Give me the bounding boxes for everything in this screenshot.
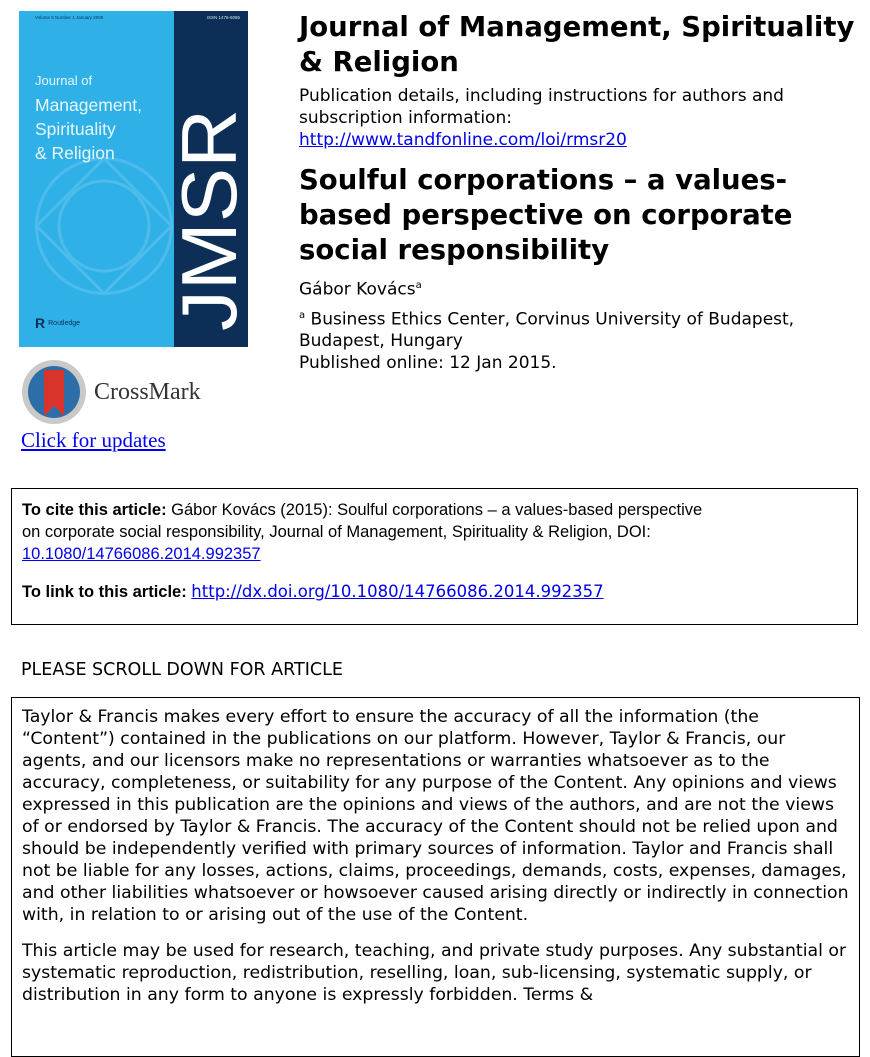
publication-details: [299, 85, 859, 151]
article-link-row: [22, 581, 847, 603]
affil-text: Business Ethics Center, Corvinus University of Budapest,: [305, 309, 795, 330]
author: [299, 275, 859, 301]
crossmark-badge[interactable]: [20, 358, 201, 426]
cover-title: [35, 69, 142, 165]
doi-link[interactable]: 10.1080/14766086.2014.992357: [22, 545, 261, 563]
cite-body: Gábor Kovács (2015): Soulful corporations – a values-based perspective: [166, 501, 703, 519]
cite-label: To cite this article:: [22, 501, 167, 519]
cover-volume: Volume 5 Number 1 January 2009: [35, 15, 104, 20]
disclaimer-paragraph: Taylor & Francis makes every effort to ensure the accuracy of all the information (the “Content”) contained in the publications on our platform. However, Taylor & Francis, our agents, and our licensors make no representations or warranties whatsoever as to the accuracy, completeness, or suitability for any purpose of the Content. Any opinions and views expressed in this publication are the opinions and views of the authors, and are not the views of or endorsed by Taylor & Francis. The accuracy of the Content should not be relied upon and should be independently verified with primary sources of information. Taylor and Francis shall not be liable for any losses, actions, claims, proceedings, demands, costs, expenses, damages, and other liabilities whatsoever or howsoever caused arising directly or indirectly in connection with, in relation to or arising out of the use of the Content.: [22, 707, 849, 925]
click-for-updates-link[interactable]: Click for updates: [21, 428, 166, 452]
article-title: Soulful corporations – a values-based perspective on corporate social responsibility: [299, 164, 793, 266]
cover-abbr-text: JMSR: [165, 118, 253, 331]
crossmark-label: CrossMark: [94, 378, 201, 405]
cover-title-line: Management,: [35, 95, 143, 115]
affil-text: Budapest, Hungary: [299, 331, 463, 352]
journal-link[interactable]: http://www.tandfonline.com/loi/rmsr20: [299, 130, 627, 150]
cover-publisher: [35, 315, 80, 331]
crossmark-icon: [20, 358, 88, 426]
cover-publisher-name: Routledge: [48, 319, 81, 327]
scroll-notice: PLEASE SCROLL DOWN FOR ARTICLE: [21, 660, 343, 680]
affil-mark: a: [299, 309, 306, 321]
cite-text: [22, 499, 847, 565]
published-date: Published online: 12 Jan 2015.: [299, 353, 557, 374]
cover-meta: [35, 15, 240, 20]
author-name: Gábor Kovács: [299, 279, 416, 300]
article-link[interactable]: http://dx.doi.org/10.1080/14766086.2014.992357: [191, 582, 604, 601]
cover-title-line: Journal of: [35, 73, 93, 88]
routledge-logo-icon: R: [35, 315, 46, 331]
article-header: [299, 10, 859, 374]
citation-box: [11, 488, 858, 625]
journal-title: Journal of Management, Spirituality & Religion: [299, 11, 855, 78]
cover-issn: ISSN 1476-6086: [206, 15, 240, 20]
details-text: Publication details, including instructions for authors and: [299, 86, 784, 106]
cover-abbreviation: [165, 103, 253, 333]
affiliation: [299, 305, 859, 375]
disclaimer-paragraph: This article may be used for research, teaching, and private study purposes. Any substantial or systematic reproduction, redistribution, reselling, loan, sub-licensing, systematic supply, or distribution in any form to anyone is expressly forbidden. Terms &: [22, 941, 847, 1005]
details-text: subscription information:: [299, 108, 512, 128]
link-label: To link to this article:: [22, 583, 192, 601]
cover-title-line: & Religion: [35, 143, 115, 163]
cite-body: on corporate social responsibility, Journal of Management, Spirituality & Religion, DOI:: [22, 523, 651, 541]
journal-cover[interactable]: [19, 11, 253, 347]
disclaimer-box: [11, 697, 860, 1057]
author-affil-mark: a: [415, 280, 422, 291]
cover-title-line: Spirituality: [35, 119, 116, 139]
cover-pattern-icon: [29, 151, 179, 301]
